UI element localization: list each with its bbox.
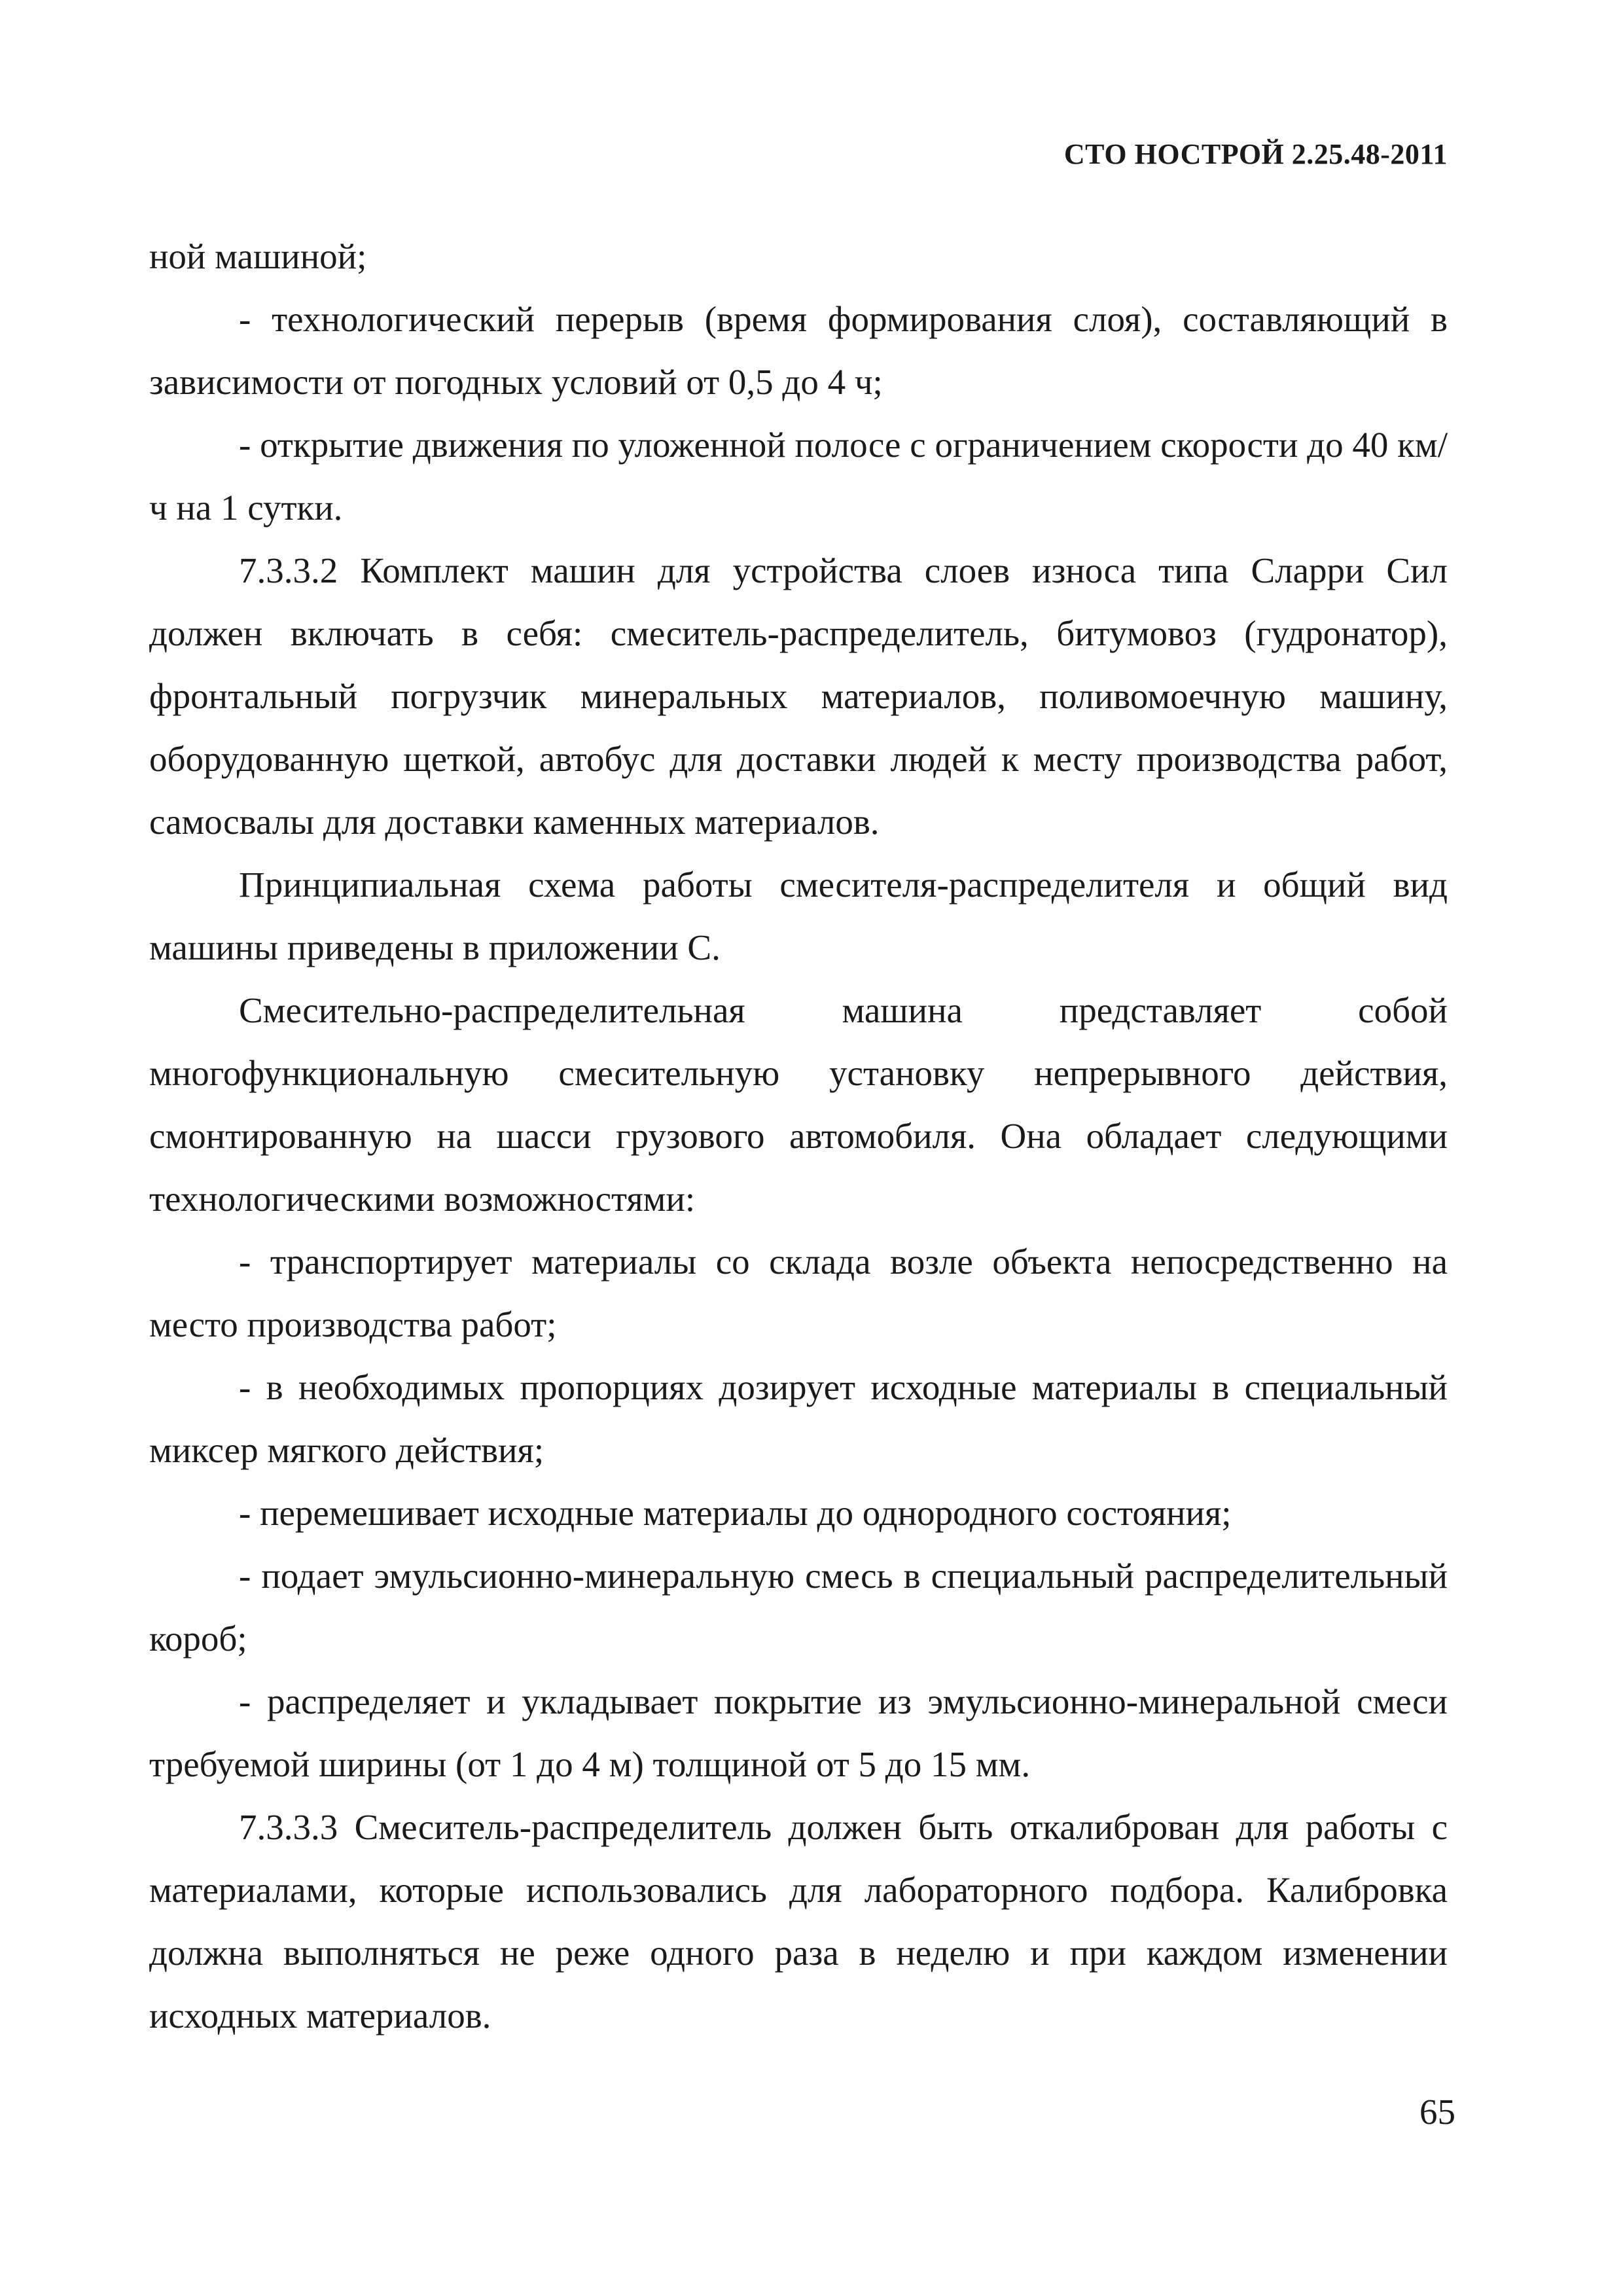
paragraph-schema-reference: Принципиальная схема работы смесителя-распределителя и общий вид машины приведены в приложении С. [149,865,1448,967]
list-item-transport: - транспортирует материалы со склада возле объекта непосредственно на место производства работ; [149,1242,1448,1344]
paragraph-7-3-3-3: 7.3.3.3 Смеситель-распределитель должен быть откалиброван для работы с материалами, которые использовались для лабораторного подбора. Калибровка должна выполняться не реже одного раза в неделю и при каждом изменении исходных материалов. [149,1807,1448,2036]
list-item-technological-break: - технологический перерыв (время формирования слоя), составляющий в зависимости от погодных условий от 0,5 до 4 ч; [149,299,1448,402]
paragraph-continuation: ной машиной; [149,236,367,276]
list-item-dosing: - в необходимых пропорциях дозирует исходные материалы в специальный миксер мягкого действия; [149,1367,1448,1470]
list-item-spreading: - распределяет и укладывает покрытие из эмульсионно-минеральной смеси требуемой ширины (от 1 до 4 м) толщиной от 5 до 15 мм. [149,1681,1448,1784]
body-text [149,225,1448,2047]
list-item-mixing: - перемешивает исходные материалы до однородного состояния; [239,1493,1232,1533]
paragraph-7-3-3-2: 7.3.3.2 Комплект машин для устройства слоев износа типа Сларри Сил должен включать в себя: смеситель-распределитель, битумовоз (гудронатор), фронтальный погрузчик минеральных материалов, поливомоечную машину, оборудованную щеткой, автобус для доставки людей к месту производства работ, самосвалы для доставки каменных материалов. [149,550,1448,842]
page-number: 65 [1419,2092,1455,2132]
document-code-header: СТО НОСТРОЙ 2.25.48-2011 [1063,138,1448,170]
list-item-feeding: - подает эмульсионно-минеральную смесь в специальный распределительный короб; [149,1556,1448,1659]
list-item-traffic-opening: - открытие движения по уложенной полосе с ограничением скорости до 40 км/ч на 1 сутки. [149,425,1448,528]
paragraph-machine-description: Смесительно-распределительная машина представляет собой многофункциональную смесительную установку непрерывного действия, смонтированную на шасси грузового автомобиля. Она обладает следующими технологическими возможностями: [149,990,1448,1219]
